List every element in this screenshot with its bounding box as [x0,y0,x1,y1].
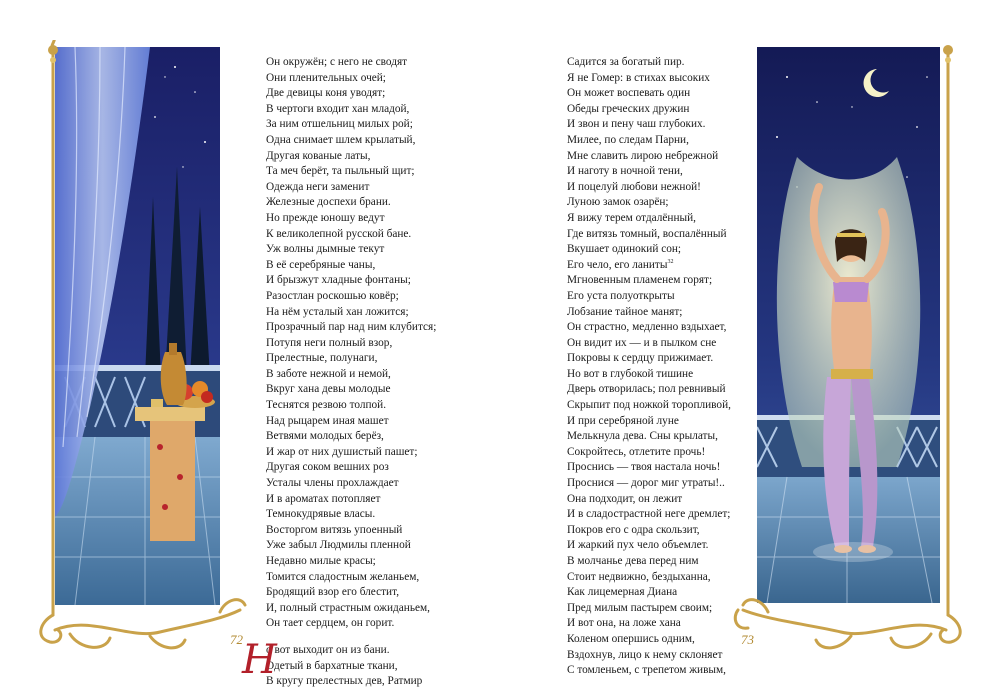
poem-line: Мне славить лирою небрежной [567,149,719,162]
poem-line: В молчанье дева перед ним [567,555,699,567]
poem-line: Дверь отворилась; пол ревнивый [567,383,726,396]
poem-line-with-footnote [567,258,757,274]
poem-line: Лобзание тайное манят; [567,305,683,318]
poem-line: Недавно милые красы; [266,555,376,567]
poem-line: Милее, по следам Парни, [567,133,689,146]
poem-line: На нём усталый хан ложится; [266,305,409,318]
left-poem-column [242,55,466,690]
right-lines-a [567,55,757,258]
poem-line: Покровы к сердцу прижимает. [567,352,714,365]
poem-line: Стоит недвижно, бездыханна, [567,570,711,583]
poem-line: Потупя неги полный взор, [266,336,393,349]
poem-line: И брызжут хладные фонтаны; [266,274,411,287]
poem-line: Уж волны дымные текут [266,243,385,256]
page-number-left: 72 [230,632,243,647]
poem-line: Одежда неги заменит [266,180,370,193]
poem-line: Проснись — твоя настала ночь! [567,461,721,474]
left-stanza-2 [242,636,466,690]
poem-line: Та меч берёт, та пыльный щит; [266,165,415,178]
dropcap-letter: Н [242,636,277,683]
poem-line: Прелестные, полунаги, [266,352,378,365]
page-number-right: 73 [741,632,754,647]
poem-line: С томленьем, с трепетом живым, [567,664,726,677]
poem-line: Мелькнула дева. Сны крылаты, [567,430,718,443]
poem-line: Другая соком вешних роз [266,461,389,474]
poem-line: В её серебряные чаны, [266,258,376,271]
right-lines-b [567,273,757,678]
poem-line: Одетый в бархатные ткани, [266,659,398,672]
poem-line: Ветвями молодых берёз, [266,430,384,443]
poem-line: Мгновенным пламенем горят; [567,274,713,287]
poem-line: И вот она, на ложе хана [567,617,681,630]
poem-line: Над рыцарем иная машет [266,414,389,427]
poem-line: И поцелуй любови нежной! [567,180,701,193]
poem-line: Я вижу терем отдалённый, [567,211,696,224]
right-ornamental-frame [728,40,968,655]
poem-line: Железные доспехи брани. [266,196,391,209]
poem-line: За ним отшельниц милых рой; [266,118,413,131]
poem-line: К великолепной русской бане. [266,227,412,240]
poem-line: Его уста полуоткрыты [567,289,675,302]
left-ornamental-frame [30,40,265,655]
poem-line: Вздохнув, лицо к нему склоняет [567,648,723,661]
poem-line: И наготу в ночной тени, [567,165,683,178]
poem-line: Обеды греческих дружин [567,102,690,115]
poem-line: Усталы члены прохлаждает [266,477,399,490]
poem-line: Где витязь томный, воспалённый [567,227,727,240]
poem-line: Теснятся резвою толпой. [266,399,387,412]
right-poem-column [567,55,757,679]
poem-line: И в сладострастной неге дремлет; [567,508,731,521]
poem-line: И при серебряной луне [567,414,679,427]
poem-line: Две девицы коня уводят; [266,87,386,100]
poem-line: Но прежде юношу ведут [266,211,385,224]
poem-line: Уже забыл Людмилы пленной [266,539,411,552]
poem-line: Она подходит, он лежит [567,492,683,505]
poem-line: Разостлан роскошью ковёр; [266,289,399,302]
poem-line: о вот выходит он из бани. [266,643,390,656]
poem-line: И, полный страстным ожиданьем, [266,601,430,614]
poem-line: И жаркий пух чело объемлет. [567,539,709,552]
poem-line: Прозрачный пар над ним клубится; [266,321,437,334]
poem-line: Коленом опершись одним, [567,632,695,645]
poem-line: Бродящий взор его блестит, [266,586,400,599]
poem-line: Проснися — дорог миг утраты!.. [567,477,725,490]
poem-line: Луною замок озарён; [567,196,669,209]
poem-line: Но вот в глубокой тишине [567,367,694,380]
poem-line: Вкушает одинокий сон; [567,243,682,256]
poem-line: Пред милым пастырем своим; [567,601,713,614]
poem-line: Я не Гомер: в стихах высоких [567,71,710,84]
poem-line: Покров его с одра скользит, [567,523,700,536]
poem-line: Он тает сердцем, он горит. [266,617,395,630]
poem-line: Садится за богатый пир. [567,56,685,68]
poem-line: Другая кованые латы, [266,149,371,162]
poem-line: Одна снимает шлем крылатый, [266,133,416,146]
poem-line: Они пленительных очей; [266,71,386,84]
poem-line-text: Его чело, его ланиты [567,258,668,271]
poem-line: Скрыпит под ножкой торопливой, [567,399,731,412]
poem-line: Он видит их — и в пылком сне [567,336,717,349]
poem-line: Восторгом витязь упоенный [266,523,403,536]
poem-line: И звон и пену чаш глубоких. [567,118,706,131]
poem-line: Он страстно, медленно вздыхает, [567,321,727,334]
poem-line: Он может воспевать один [567,87,691,100]
poem-line: В кругу прелестных дев, Ратмир [266,675,423,688]
poem-line: Он окружён; с него не сводят [266,56,408,68]
poem-line: В чертоги входит хан младой, [266,102,410,115]
poem-line: В заботе нежной и немой, [266,367,391,380]
left-stanza-1 [266,55,466,632]
poem-line: Сокройтесь, отлетите прочь! [567,445,706,458]
poem-line: И в ароматах потопляет [266,492,381,505]
poem-line: Как лицемерная Диана [567,586,678,599]
footnote-mark[interactable]: 32 [667,258,674,265]
poem-line: Томится сладостным желаньем, [266,570,420,583]
poem-line: Вкруг хана девы молодые [266,383,391,396]
poem-line: Темнокудрявые власы. [266,508,376,521]
poem-line: И жар от них душистый пашет; [266,445,418,458]
